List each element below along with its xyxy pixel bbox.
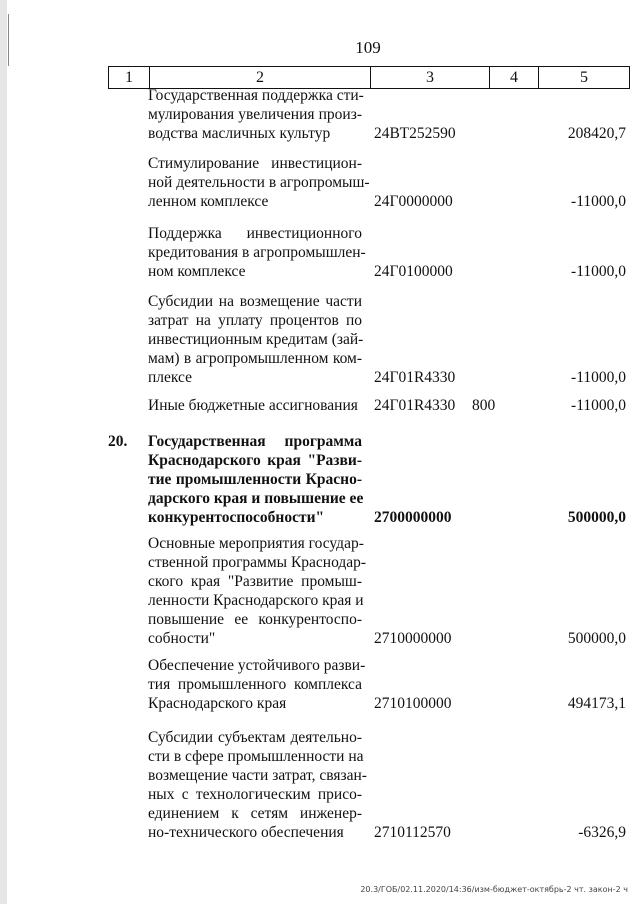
description-line: Государственная поддержка сти-: [148, 87, 364, 104]
description-line: ном комплексе: [148, 263, 246, 280]
description-line: ных с технологическим присо-: [148, 786, 362, 803]
description-line: тие промышленности Красно-: [148, 471, 362, 488]
description-line: повышение ее конкурентоспо-: [148, 611, 362, 628]
description-line: водства масличных культур: [148, 125, 331, 142]
amount: 208420,7: [567, 125, 626, 142]
column-header-3: 3: [371, 67, 490, 88]
description-line: Основные мероприятия государ-: [148, 535, 364, 552]
row-number: 20.: [108, 433, 128, 450]
description-line: инвестиционным кредитам (зай-: [148, 331, 364, 348]
row-description: [148, 224, 366, 281]
amount: -11000,0: [571, 397, 626, 414]
amount: -11000,0: [571, 193, 626, 210]
description-line: дарского края и повышение ее: [148, 490, 364, 507]
description-line: мам) в агропромышленном ком-: [148, 350, 362, 367]
row-description: [148, 656, 366, 713]
description-line: но-технического обеспечения: [148, 824, 344, 841]
description-line: плексе: [148, 369, 193, 386]
budget-code: 24Г0100000: [374, 263, 453, 280]
description-line: ленности Краснодарского края и: [148, 592, 364, 609]
budget-code: 24ВТ252590: [374, 125, 456, 142]
description-line: Поддержка инвестиционного: [148, 225, 362, 242]
description-line: Краснодарского края "Разви-: [148, 452, 362, 469]
description-line: затрат на уплату процентов по: [148, 312, 362, 329]
description-line: Субсидии субъектам деятельно-: [148, 729, 362, 746]
amount: 500000,0: [567, 509, 626, 526]
footer-file-stamp: 20.3/ГОБ/02.11.2020/14:36/изм-бюджет-октябрь-2 чт. закон-2 ч: [360, 885, 628, 894]
row-description: [148, 292, 362, 387]
budget-code: 2700000000: [374, 509, 452, 526]
amount: -11000,0: [571, 369, 626, 386]
description-line: Иные бюджетные ассигнования: [148, 397, 358, 414]
description-line: единением к сетям инженер-: [148, 805, 362, 822]
row-description: [148, 432, 362, 527]
description-line: ственной программы Краснодар-: [148, 554, 367, 571]
amount: 500000,0: [567, 630, 626, 647]
row-description: [148, 396, 362, 415]
description-line: Государственная программа: [148, 433, 362, 450]
description-line: конкурентоспособности": [148, 509, 325, 526]
description-line: Обеспечение устойчивого разви-: [148, 657, 366, 674]
page-number: 109: [355, 38, 381, 57]
row-description: [148, 154, 370, 211]
budget-code: 2710112570: [374, 824, 451, 841]
description-line: возмещение части затрат, связан-: [148, 767, 367, 784]
amount: 494173,1: [567, 695, 626, 712]
description-line: Субсидии на возмещение части: [148, 293, 362, 310]
column-header-4: 4: [490, 67, 539, 88]
column-header-1: 1: [109, 67, 150, 88]
column-header-5: 5: [580, 69, 588, 86]
budget-code: 24Г0000000: [374, 193, 453, 210]
description-line: ной деятельности в агропромыш-: [148, 174, 370, 191]
budget-code: 24Г01R4330: [374, 369, 456, 386]
scan-edge: [0, 0, 7, 904]
description-line: собности": [148, 630, 216, 647]
description-line: Краснодарского края: [148, 695, 287, 712]
column-header-2: 2: [150, 67, 371, 88]
amount: -6326,9: [578, 824, 626, 841]
budget-code: 2710000000: [374, 630, 452, 647]
description-line: тия промышленного комплекса: [148, 676, 362, 693]
row-description: [148, 86, 362, 143]
description-line: сти в сфере промышленности на: [148, 748, 364, 765]
row-description: [148, 534, 367, 648]
description-line: кредитования в агропромышлен-: [148, 244, 366, 261]
expense-type: 800: [472, 397, 496, 414]
description-line: ского края "Развитие промыш-: [148, 573, 362, 590]
budget-code: 2710100000: [374, 695, 452, 712]
budget-code: 24Г01R4330: [374, 397, 456, 414]
row-description: [148, 728, 367, 842]
description-line: Стимулирование инвестицион-: [148, 155, 362, 172]
description-line: мулирования увеличения произ-: [148, 106, 362, 123]
description-line: ленном комплексе: [148, 193, 269, 210]
amount: -11000,0: [571, 263, 626, 280]
